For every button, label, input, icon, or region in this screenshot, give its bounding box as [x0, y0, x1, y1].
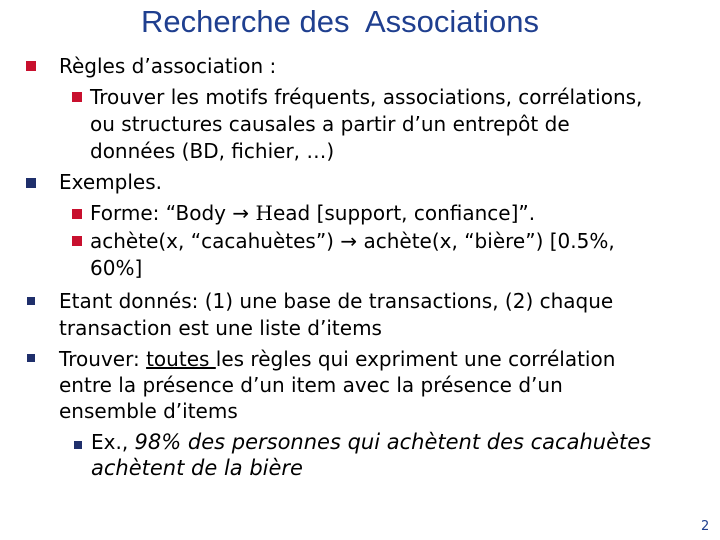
find-example-line2: achètent de la bière: [91, 456, 303, 480]
form-text-a: Forme: “Body: [90, 201, 233, 225]
form-example: [90, 200, 535, 226]
rules-sub-line1: Trouver les motifs fréquents, associations, corrélations,: [90, 85, 643, 109]
bullet-square-rules: [26, 61, 36, 71]
find-suffix: les règles qui expriment une corrélation: [215, 347, 616, 371]
given-line1: Etant donnés: (1) une base de transactions, (2) chaque: [59, 289, 614, 313]
find-underlined: toutes: [146, 347, 216, 371]
find-line3: ensemble d’items: [59, 399, 238, 423]
slide-title: Recherche des Associations: [140, 4, 540, 39]
buy-example: [90, 228, 615, 254]
sub-bullet-square-ex: [74, 441, 82, 449]
find-prefix: Trouver:: [59, 347, 147, 371]
find-line1: [59, 346, 615, 372]
bullet-square-given: [27, 297, 35, 305]
bullet-square-find: [27, 354, 35, 362]
bullet-examples-label: Exemples.: [59, 170, 162, 194]
find-line2: entre la présence d’un item avec la présence d’un: [59, 373, 563, 397]
find-example-italic1: 98% des personnes qui achètent des cacahuètes: [134, 430, 652, 454]
buy-text-b: achète(x, “bière”) [0.5%,: [357, 229, 615, 253]
form-text-b: ead [support, confiance]”.: [272, 201, 536, 225]
buy-text-a: achète(x, “cacahuètes”): [90, 229, 341, 253]
bullet-square-examples: [26, 178, 36, 188]
right-arrow-icon: →: [232, 201, 250, 225]
given-line2: transaction est une liste d’items: [59, 316, 382, 340]
find-example-prefix: Ex.,: [91, 430, 135, 454]
right-arrow-icon: →: [340, 229, 358, 253]
page-number: 2: [701, 519, 710, 534]
sub-bullet-square-form: [72, 209, 82, 219]
sub-bullet-square-rules: [72, 92, 82, 102]
bullet-rules-label: Règles d’association :: [59, 54, 277, 78]
find-example-line1: [91, 429, 651, 455]
form-h: H: [255, 201, 273, 225]
rules-sub-line2: ou structures causales a partir d’un entrepôt de: [90, 112, 570, 136]
rules-sub-line3: données (BD, fichier, …): [90, 139, 335, 163]
sub-bullet-square-buy: [72, 236, 82, 246]
buy-example-line2: 60%]: [90, 256, 143, 280]
